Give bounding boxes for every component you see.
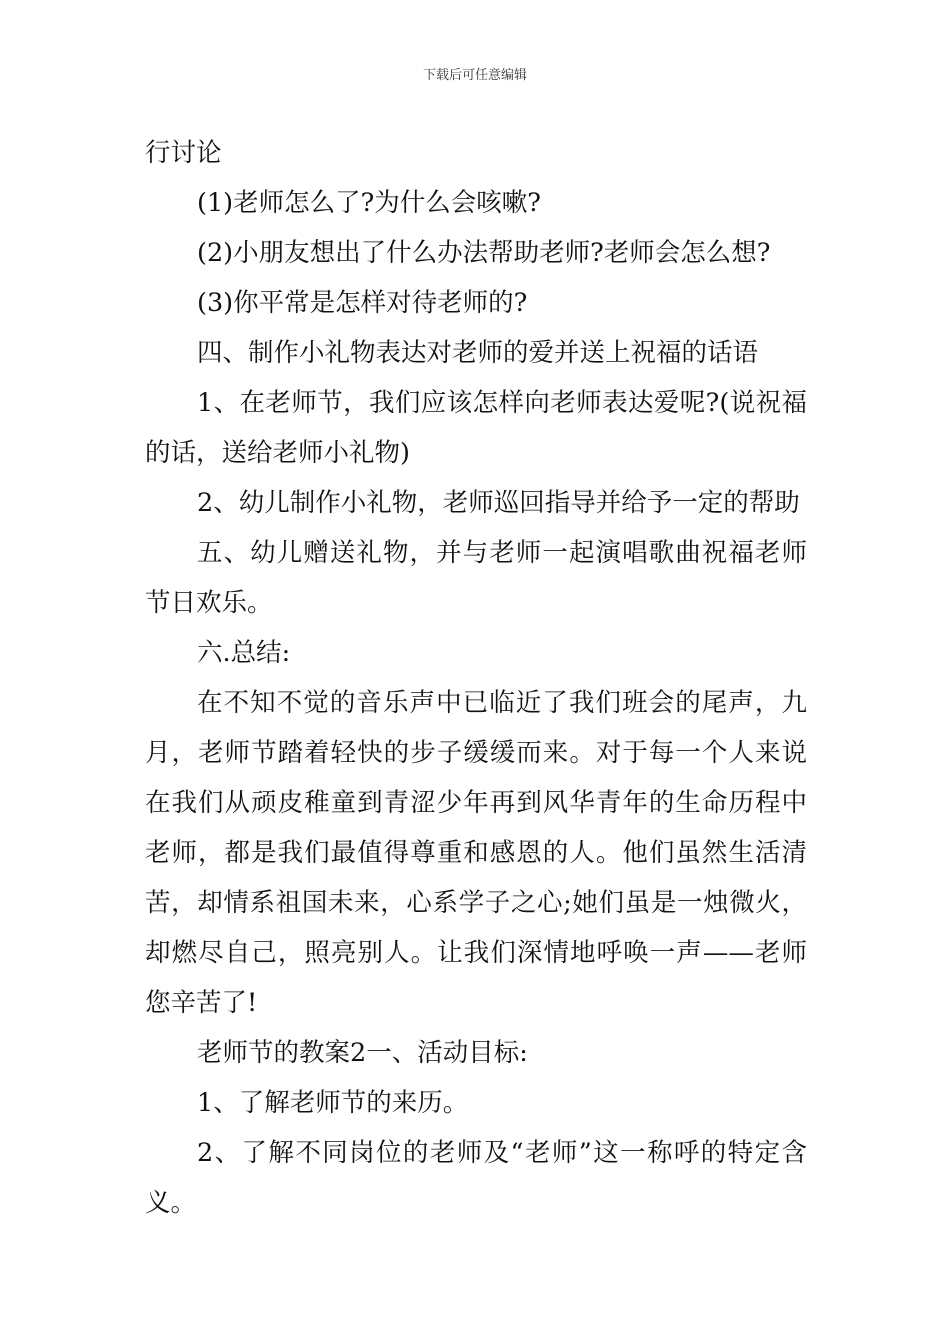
paragraph: 1、了解老师节的来历。 [197,1088,469,1118]
document-body [145,128,807,1228]
paragraph: 1、在老师节，我们应该怎样向老师表达爱呢?(说祝福的话，送给老师小礼物) [145,388,807,468]
paragraph: 五、幼儿赠送礼物，并与老师一起演唱歌曲祝福老师节日欢乐。 [145,538,807,618]
paragraph: 2、了解不同岗位的老师及“老师”这一称呼的特定含义。 [145,1138,807,1218]
paragraph: 四、制作小礼物表达对老师的爱并送上祝福的话语 [197,338,759,368]
paragraph: 六.总结: [197,638,291,668]
paragraph: (1)老师怎么了?为什么会咳嗽? [197,188,541,218]
paragraph: 2、幼儿制作小礼物，老师巡回指导并给予一定的帮助 [197,488,800,518]
paragraph: 老师节的教案2一、活动目标: [197,1038,528,1068]
paragraph: (2)小朋友想出了什么办法帮助老师?老师会怎么想? [197,238,771,268]
paragraph: 在不知不觉的音乐声中已临近了我们班会的尾声，九月，老师节踏着轻快的步子缓缓而来。对于每一个人来说在我们从顽皮稚童到青涩少年再到风华青年的生命历程中老师，都是我们最值得尊重和感恩的人。他们虽然生活清苦，却情系祖国未来，心系学子之心;她们虽是一烛微火，却燃尽自己，照亮别人。让我们深情地呼唤一声——老师您辛苦了! [145,688,807,1018]
paragraph: (3)你平常是怎样对待老师的? [197,288,528,318]
paragraph: 行讨论 [145,138,222,168]
page-header: 下载后可任意编辑 [422,68,527,83]
